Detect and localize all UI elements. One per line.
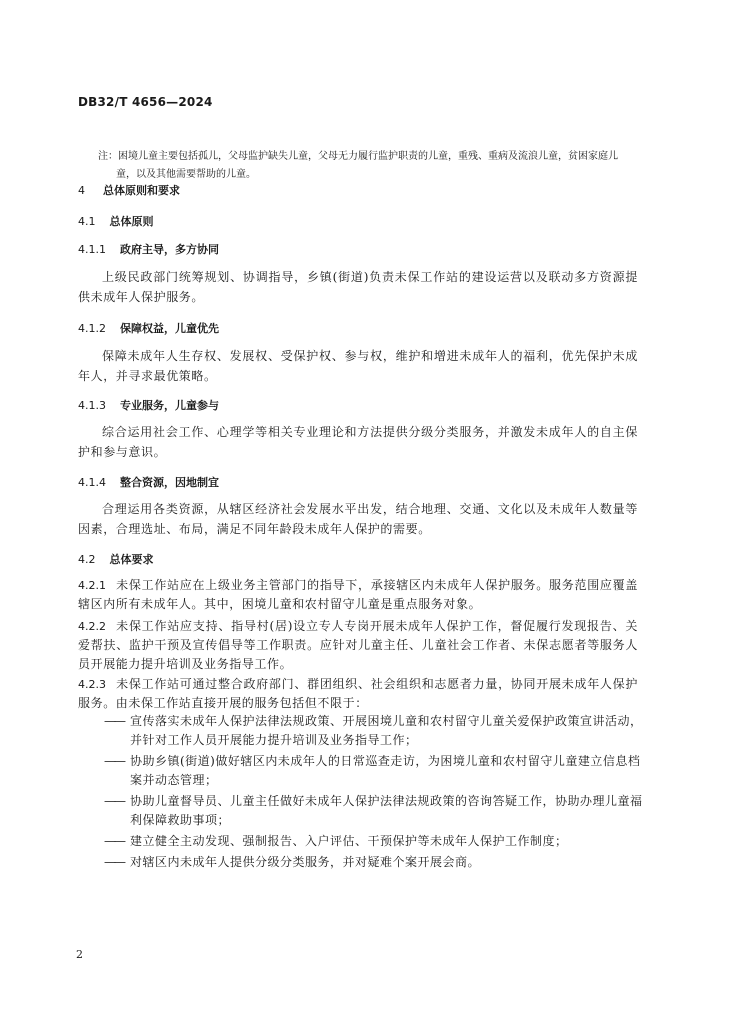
dash-marker: —— xyxy=(104,754,124,768)
section-4-1-3-heading xyxy=(78,397,219,413)
section-number: 4.1.4 xyxy=(78,476,106,489)
section-4-heading xyxy=(78,182,180,198)
section-title: 专业服务，儿童参与 xyxy=(120,399,219,412)
clause-text: 未保工作站应在上级业务主管部门的指导下，承接辖区内未成年人保护服务。服务范围应覆盖辖区内所有未成年人。其中，困境儿童和农村留守儿童是重点服务对象。 xyxy=(78,578,638,611)
section-4-1-1-text: 上级民政部门统筹规划、协调指导，乡镇(街道)负责未保工作站的建设运营以及联动多方资源提供未成年人保护服务。 xyxy=(78,270,638,304)
clause-text: 未保工作站可通过整合政府部门、群团组织、社会组织和志愿者力量，协同开展未成年人保护服务。由未保工作站直接开展的服务包括但不限于： xyxy=(78,677,638,710)
dash-marker: —— xyxy=(104,794,124,808)
list-item-text: 对辖区内未成年人提供分级分类服务，并对疑难个案开展会商。 xyxy=(130,855,481,869)
list-item-text: 建立健全主动发现、强制报告、入户评估、干预保护等未成年人保护工作制度； xyxy=(130,834,568,848)
section-title: 政府主导，多方协同 xyxy=(120,243,219,256)
list-item xyxy=(104,712,644,750)
section-4-1-heading xyxy=(78,213,154,229)
clause-4-2-3 xyxy=(78,675,638,713)
section-4-1-3-text: 综合运用社会工作、心理学等相关专业理论和方法提供分级分类服务，并激发未成年人的自主保护和参与意识。 xyxy=(78,425,638,459)
section-4-1-2-heading xyxy=(78,320,219,336)
dash-marker: —— xyxy=(104,834,124,848)
section-4-1-2-text: 保障未成年人生存权、发展权、受保护权、参与权，维护和增进未成年人的福利，优先保护未成年人，并寻求最优策略。 xyxy=(78,349,638,383)
list-item-text: 协助乡镇(街道)做好辖区内未成年人的日常巡查走访，为困境儿童和农村留守儿童建立信息档案并动态管理； xyxy=(130,754,641,787)
section-title: 保障权益，儿童优先 xyxy=(120,322,219,335)
section-number: 4.1.3 xyxy=(78,399,106,412)
section-number: 4 xyxy=(78,184,85,197)
clause-text: 未保工作站应支持、指导村(居)设立专人专岗开展未成年人保护工作，督促履行发现报告、关爱帮扶、监护干预及宣传倡导等工作职责。应针对儿童主任、儿童社会工作者、未保志愿者等服务人员开展能力提升培训及业务指导工作。 xyxy=(78,619,638,671)
list-item-text: 协助儿童督导员、儿童主任做好未成年人保护法律法规政策的咨询答疑工作，协助办理儿童福利保障救助事项； xyxy=(130,794,643,827)
list-item xyxy=(104,832,644,851)
clause-4-2-1 xyxy=(78,576,638,614)
section-4-1-4-heading xyxy=(78,474,219,490)
dash-marker: —— xyxy=(104,714,124,728)
list-item xyxy=(104,752,644,790)
page-number: 2 xyxy=(76,948,83,961)
note-block xyxy=(98,148,658,184)
note-text-line2: 童，以及其他需要帮助的儿童。 xyxy=(116,169,256,180)
section-number: 4.1.2 xyxy=(78,322,106,335)
clause-number: 4.2.3 xyxy=(78,678,106,691)
section-4-1-4-text: 合理运用各类资源，从辖区经济社会发展水平出发，结合地理、交通、文化以及未成年人数量等因素，合理选址、布局，满足不同年龄段未成年人保护的需要。 xyxy=(78,502,638,536)
clause-number: 4.2.1 xyxy=(78,579,106,592)
section-4-1-1-heading xyxy=(78,241,219,257)
section-title: 总体要求 xyxy=(109,553,154,566)
section-number: 4.1 xyxy=(78,215,96,228)
clause-number: 4.2.2 xyxy=(78,620,106,633)
list-item xyxy=(104,853,644,872)
section-title: 整合资源，因地制宜 xyxy=(120,476,219,489)
list-item-text: 宣传落实未成年人保护法律法规政策、开展困境儿童和农村留守儿童关爱保护政策宣讲活动，并针对工作人员开展能力提升培训及业务指导工作； xyxy=(130,714,643,747)
section-number: 4.2 xyxy=(78,553,96,566)
section-4-2-heading xyxy=(78,551,154,567)
section-title: 总体原则 xyxy=(109,215,154,228)
list-item xyxy=(104,792,644,830)
note-label: 注： xyxy=(98,151,118,162)
clause-4-2-2 xyxy=(78,617,638,674)
service-list xyxy=(104,712,644,874)
dash-marker: —— xyxy=(104,855,124,869)
note-text-line1: 困境儿童主要包括孤儿，父母监护缺失儿童，父母无力履行监护职责的儿童，重残、重病及流浪儿童，贫困家庭儿 xyxy=(118,151,618,162)
section-number: 4.1.1 xyxy=(78,243,106,256)
standard-code: DB32/T 4656—2024 xyxy=(78,95,213,109)
section-title: 总体原则和要求 xyxy=(103,184,180,197)
